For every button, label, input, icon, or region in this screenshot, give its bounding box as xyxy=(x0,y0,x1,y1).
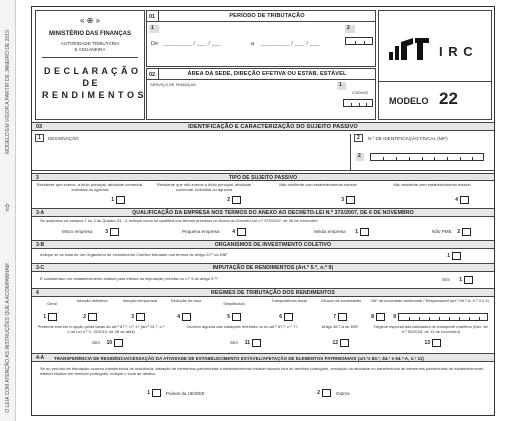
section-03-title: IDENTIFICAÇÃO E CARACTERIZAÇÃO DO SUJEITO PASSIVO xyxy=(188,124,358,130)
date-to-input[interactable]: _________ / ___ / ___ xyxy=(261,41,320,47)
regime-tax-transparency-number: 6 xyxy=(279,314,282,320)
regime-company-groups-checkbox[interactable] xyxy=(338,313,347,321)
regime-dominant-nif-label: NIF da sociedade dominante / Responsável (art.º 69.º-A, n.º 3 e 4) xyxy=(371,298,489,303)
authority-line-2: E ADUANEIRA xyxy=(74,47,106,52)
section-02-field-1: 1 xyxy=(337,82,346,90)
row-4a-title: TRANSFERÊNCIA DE RESIDÊNCIA/CESSAÇÃO DA ATIVIDADE DE ESTABELECIMENTO ESTÁVEL/AFETAÇÃO DE ELEMENTOS PATRIMONIAIS (art.ºs 83.º, 84.º e 54.º-A, n.º 11) xyxy=(54,355,424,361)
row-3a-note: Se assinalou os campos 1 ou 3 do Quadro 03 - 3, indique como se qualifica nos termos previstos no Anexo ao Decreto-Lei n.º 372/2007, de 06 de novembro xyxy=(40,218,318,223)
section-01-field-2: 2 xyxy=(345,25,355,33)
situations-art87-checkbox[interactable] xyxy=(252,339,261,347)
situations-art87-label: Ocorreu alguma das situações referidas no ex-art.º 87.º, n.º 7? xyxy=(186,324,298,329)
section-02-number: 02 xyxy=(149,72,156,78)
row-3b-header xyxy=(32,240,494,249)
destination-eu-number: 1 xyxy=(147,390,150,396)
section-03-header xyxy=(32,122,494,131)
medium-company-number: 1 xyxy=(355,229,358,235)
regime-tax-transparency-label: Transparência fiscal xyxy=(271,298,307,303)
destination-eu-label: Países da UE/EEE xyxy=(166,391,205,396)
code-label: CÓDIGO xyxy=(352,90,369,95)
declaration-title-1: D E C L A R A Ç Ã O xyxy=(44,66,139,76)
irc-form xyxy=(31,6,495,416)
situations-art87-yes-label: Sim xyxy=(230,340,238,345)
non-sme-checkbox[interactable] xyxy=(462,228,471,236)
designation-label: DESIGNAÇÃO xyxy=(48,136,79,141)
regime-temporary-exemption-checkbox[interactable] xyxy=(136,313,145,321)
date-from-input[interactable]: _________ / ___ / ___ xyxy=(163,41,222,47)
row-4-number: 4 xyxy=(36,290,39,296)
model-number: 22 xyxy=(439,89,458,108)
model-label: MODELO xyxy=(389,96,429,106)
arrow-icon: ⇧ xyxy=(3,203,12,214)
side-text-validity: MODELO EM VIGOR A PARTIR DE JANEIRO DE 2019 xyxy=(5,30,11,154)
regime-temporary-exemption-label: Isenção temporária xyxy=(122,298,158,303)
designation-input[interactable] xyxy=(48,144,348,166)
nif-box-number: 2 xyxy=(356,153,364,161)
regime-dominant-nif-checkbox[interactable] xyxy=(376,313,385,321)
subject-type-2-checkbox[interactable] xyxy=(232,196,241,204)
regime-dominant-nif-checkbox-number: 8 xyxy=(371,314,374,320)
row-3-number: 3 xyxy=(36,175,39,181)
article-36a-number: 12 xyxy=(332,340,338,346)
subject-type-3-checkbox[interactable] xyxy=(346,196,355,204)
regime-general-checkbox[interactable] xyxy=(48,313,57,321)
at-logo-icon xyxy=(389,38,433,60)
situations-art87-number: 11 xyxy=(244,340,250,346)
regime-general-number: 1 xyxy=(43,314,46,320)
subject-type-4-label: Não residente sem estabelecimento estável xyxy=(393,182,471,187)
tax-office-label: SERVIÇO DE FINANÇAS xyxy=(150,82,196,87)
section-03-field-1: 1 xyxy=(35,134,44,142)
small-company-number: 4 xyxy=(232,229,235,235)
small-company-checkbox[interactable] xyxy=(237,228,246,236)
ministry-box xyxy=(35,10,145,120)
coat-of-arms-icon: « ⊕ » xyxy=(79,16,101,25)
option-rates-yes-label: Sim xyxy=(92,340,100,345)
row-3b-text: Indique se se trata de um Organismo de Investimento Coletivo tributado nos termos do artigo 22.º do EBF xyxy=(40,252,228,257)
row-3b-field-number: 1 xyxy=(447,253,450,259)
side-margin xyxy=(0,0,16,421)
section-01-field-1: 1 xyxy=(149,25,159,33)
row-3c-text: É considerado um estabelecimento estável para efeitos da imputação prevista no n.º 9 do artigo 5.º? xyxy=(40,276,219,281)
section-01-title: PERÍODO DE TRIBUTAÇÃO xyxy=(159,11,375,22)
regime-simplified-label: Simplificado xyxy=(223,301,245,306)
regime-temporary-exemption-number: 3 xyxy=(131,314,134,320)
maritime-transport-label: Regime especial das atividades de transporte marítimo (Dec.-lei n.º 92/2018, de 13 de novembro) xyxy=(374,324,488,334)
section-02-title: ÁREA DA SEDE, DIREÇÃO EFETIVA OU ESTAB. ESTÁVEL xyxy=(159,69,375,80)
tax-office-code-input[interactable] xyxy=(343,99,373,107)
declaration-title-3: R E N D I M E N T O S xyxy=(42,90,145,100)
subject-type-3-number: 3 xyxy=(341,197,344,203)
regime-general-label: Geral xyxy=(47,301,57,306)
row-3b-checkbox[interactable] xyxy=(452,252,461,260)
regime-rate-reduction-number: 4 xyxy=(177,314,180,320)
row-3-title: TIPO DE SUJEITO PASSIVO xyxy=(228,175,298,181)
declaration-title-2: D E xyxy=(82,78,98,88)
section-02-area xyxy=(146,68,376,120)
destination-other-label: Outros xyxy=(336,391,350,396)
subject-type-1-number: 1 xyxy=(111,197,114,203)
row-3c-checkbox[interactable] xyxy=(464,276,473,284)
date-to-label: a xyxy=(251,41,255,47)
row-3-header xyxy=(32,173,494,181)
tax-office-input[interactable] xyxy=(150,91,330,111)
irc-brand-box xyxy=(378,10,492,120)
row-3c-header xyxy=(32,263,494,272)
regime-definitive-exemption-number: 2 xyxy=(83,314,86,320)
row-3c-number: 3-C xyxy=(36,265,45,271)
subject-type-2-label: Residente que não exerce a título principal, atividade comercial, industrial ou agrícola xyxy=(156,182,252,192)
regime-rate-reduction-checkbox[interactable] xyxy=(182,313,191,321)
medium-company-checkbox[interactable] xyxy=(360,228,369,236)
irc-brand-text: I R C xyxy=(439,44,474,59)
authority-line-1: AUTORIDADE TRIBUTÁRIA xyxy=(60,41,120,46)
option-rates-number: 10 xyxy=(106,340,112,346)
regime-company-groups-label: Grupos de sociedades xyxy=(320,298,362,303)
small-company-label: Pequena empresa xyxy=(182,229,220,234)
subject-type-1-label: Residente que exerce, a título principal, atividade comercial, industrial ou agrícola xyxy=(36,182,144,192)
destination-other-checkbox[interactable] xyxy=(322,389,331,397)
micro-company-number: 3 xyxy=(105,229,108,235)
section-01-period xyxy=(146,10,376,67)
row-4a-text: Se no período de tributação ocorreu transferência de residência, afetação de elementos patrimoniais a estabelecimento estável situado fora do território português, cessação da atividade ou transferência de elementos patrimoniais de estabelecimento estável situado em território português, indique o local de destino xyxy=(40,366,484,376)
micro-company-label: Micro empresa xyxy=(62,229,93,234)
subject-type-1-checkbox[interactable] xyxy=(116,196,125,204)
row-3b-number: 3-B xyxy=(36,242,45,248)
destination-eu-checkbox[interactable] xyxy=(152,389,161,397)
regime-definitive-exemption-checkbox[interactable] xyxy=(88,313,97,321)
section-01-code-input[interactable] xyxy=(345,37,373,45)
row-4-title: REGIMES DE TRIBUTAÇÃO DOS RENDIMENTOS xyxy=(211,290,335,296)
row-4a-number: 4-A xyxy=(36,355,45,361)
regime-simplified-checkbox[interactable] xyxy=(232,313,241,321)
regime-tax-transparency-checkbox[interactable] xyxy=(284,313,293,321)
row-4-header xyxy=(32,288,494,297)
dominant-nif-field-number: 9 xyxy=(393,314,396,320)
non-sme-number: 2 xyxy=(457,229,460,235)
nif-label: N.º DE IDENTIFICAÇÃO FISCAL (NIF) xyxy=(368,136,448,141)
section-03-field-2: 2 xyxy=(354,134,363,142)
row-3a-header xyxy=(32,208,494,217)
row-4a-header xyxy=(32,353,494,362)
row-3c-field-number: 1 xyxy=(459,277,462,283)
micro-company-checkbox[interactable] xyxy=(110,228,119,236)
row-3a-number: 3-A xyxy=(36,210,45,216)
regime-definitive-exemption-label: Isenção definitiva xyxy=(76,298,108,303)
regime-company-groups-number: 7 xyxy=(333,314,336,320)
row-3c-title: IMPUTAÇÃO DE RENDIMENTOS (Art.º 5.º, n.º 9) xyxy=(212,265,334,271)
row-3a-title: QUALIFICAÇÃO DA EMPRESA NOS TERMOS DO ANEXO AO DECRETO-LEI N.º 372/2007, DE 6 DE NOVEMBRO xyxy=(132,210,414,216)
section-03-number: 03 xyxy=(36,124,43,130)
maritime-transport-checkbox[interactable] xyxy=(432,339,441,347)
subject-type-4-checkbox[interactable] xyxy=(460,196,469,204)
regime-rate-reduction-label: Redução de taxa xyxy=(170,298,202,303)
medium-company-label: Média empresa xyxy=(314,229,346,234)
row-3c-yes-label: Sim xyxy=(442,277,450,282)
ministry-title: MINISTÉRIO DAS FINANÇAS xyxy=(48,31,131,37)
option-rates-checkbox[interactable] xyxy=(114,339,123,347)
date-from-label: De xyxy=(151,41,159,47)
subject-type-2-number: 2 xyxy=(227,197,230,203)
article-36a-checkbox[interactable] xyxy=(340,339,349,347)
option-rates-label: Pretende exercer a opção pelas taxas do art.º 87.º, n.º 1? (art.º 91.º, n.º 2 da Lei n.º 3 - B/2010, de 28 de abril) xyxy=(37,324,165,334)
non-sme-label: Não PME xyxy=(432,229,452,234)
article-36a-label: Artigo 36.º-A do EBF xyxy=(321,324,359,329)
side-text-instructions: O LEIA COM ATENÇÃO AS INSTRUÇÕES QUE A ACOMPANHAM xyxy=(5,263,11,413)
nif-input[interactable] xyxy=(370,153,484,161)
subject-type-4-number: 4 xyxy=(455,197,458,203)
regime-simplified-number: 5 xyxy=(227,314,230,320)
destination-other-number: 2 xyxy=(317,390,320,396)
maritime-transport-number: 13 xyxy=(424,340,430,346)
section-01-number: 01 xyxy=(149,14,156,20)
subject-type-3-label: Não residente com estabelecimento estável xyxy=(279,182,357,187)
dominant-nif-input[interactable] xyxy=(398,313,488,321)
row-3b-title: ORGANISMOS DE INVESTIMENTO COLETIVO xyxy=(214,242,332,248)
